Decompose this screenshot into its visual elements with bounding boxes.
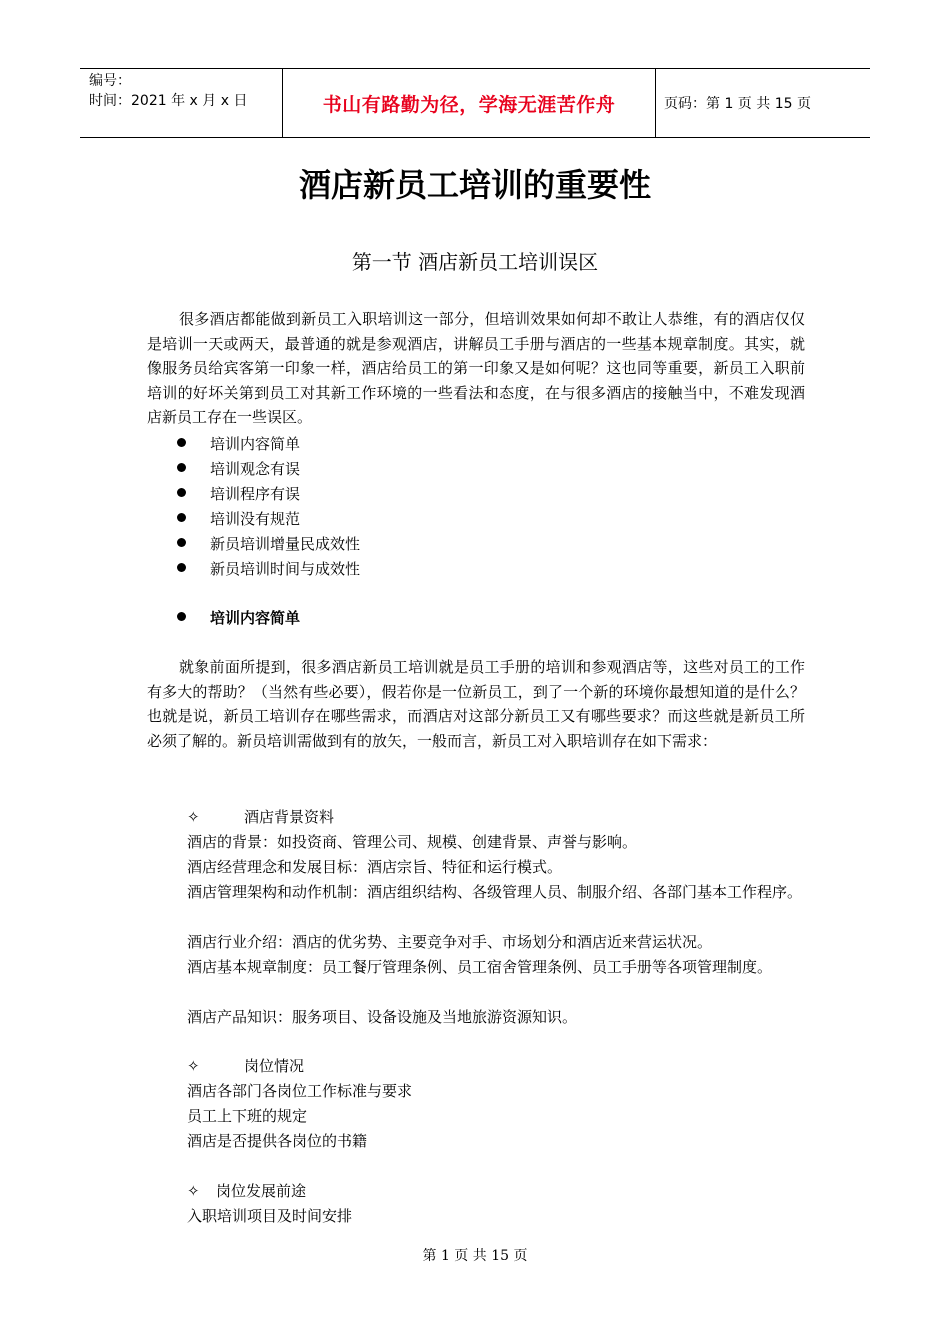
- diamond-icon: ✧: [187, 1057, 200, 1075]
- header-meta: [89, 71, 247, 111]
- group-heading-position: ✧ 岗位情况: [187, 1054, 304, 1078]
- bullet-icon: [177, 488, 186, 497]
- page-footer: 第 1 页 共 15 页: [422, 1248, 528, 1264]
- bullet-icon: [177, 538, 186, 547]
- list-item: 员工上下班的规定: [187, 1107, 308, 1125]
- bullet-icon: [177, 463, 186, 472]
- list-item: 培训内容简单: [177, 432, 360, 457]
- list-item: 酒店产品知识：服务项目、设备设施及当地旅游资源知识。: [187, 1008, 578, 1026]
- group-heading-background: ✧ 酒店背景资料: [187, 805, 334, 829]
- diamond-icon: ✧: [187, 1182, 200, 1200]
- document-title: 酒店新员工培训的重要性: [298, 166, 651, 204]
- list-item: 培训程序有误: [177, 482, 360, 507]
- bullet-icon: [177, 438, 186, 447]
- bullet-icon: [177, 563, 186, 572]
- time-label: 时间：2021 年 x 月 x 日: [89, 93, 248, 109]
- document-header: [80, 68, 870, 138]
- number-label: 编号：: [89, 73, 131, 89]
- header-page-info: 页码：第 1 页 共 15 页: [664, 96, 811, 112]
- bullet-icon: [177, 513, 186, 522]
- list-item: 酒店是否提供各岗位的书籍: [187, 1132, 368, 1150]
- list-item: 新员培训增量民成效性: [177, 532, 360, 557]
- list-item: 新员培训时间与成效性: [177, 557, 360, 582]
- list-item: 酒店经营理念和发展目标：酒店宗旨、特征和运行模式。: [187, 858, 563, 876]
- header-motto: 书山有路勤为径，学海无涯苦作舟: [282, 69, 656, 137]
- section-title: 第一节 酒店新员工培训误区: [351, 250, 599, 274]
- list-item: 酒店基本规章制度：员工餐厅管理条例、员工宿舍管理条例、员工手册等各项管理制度。: [187, 958, 773, 976]
- list-item: 酒店的背景：如投资商、管理公司、规模、创建背景、声誉与影响。: [187, 833, 638, 851]
- intro-paragraph: 很多酒店都能做到新员工入职培训这一部分，但培训效果如何却不敢让人恭维，有的酒店仅仅是培训一天或两天，最普通的就是参观酒店，讲解员工手册与酒店的一些基本规章制度。其实，就像服务员给宾客第一印象一样，酒店给员工的第一印象又是如何呢？这也同等重要，新员工入职前培训的好坏关第到员工对其新工作环境的一些看法和态度，在与很多酒店的接触当中，不难发现酒店新员工存在一些误区。: [147, 310, 805, 427]
- subheading: 培训内容简单: [177, 607, 300, 628]
- bullet-list: [177, 432, 360, 582]
- diamond-icon: ✧: [187, 808, 200, 826]
- bullet-icon: [177, 612, 186, 621]
- list-item: 培训观念有误: [177, 457, 360, 482]
- list-item: 酒店管理架构和动作机制：酒店组织结构、各级管理人员、制服介绍、各部门基本工作程序。: [187, 883, 803, 901]
- list-item: 酒店各部门各岗位工作标准与要求: [187, 1082, 413, 1100]
- paragraph-2: 就象前面所提到，很多酒店新员工培训就是员工手册的培训和参观酒店等，这些对员工的工作有多大的帮助？（当然有些必要），假若你是一位新员工，到了一个新的环境你最想知道的是什么？也就是说，新员工培训存在哪些需求，而酒店对这部分新员工又有哪些要求？而这些就是新员工所必须了解的。新员培训需做到有的放矢，一般而言，新员工对入职培训存在如下需求：: [147, 658, 805, 750]
- list-item: 入职培训项目及时间安排: [187, 1207, 353, 1225]
- list-item: 酒店行业介绍：酒店的优劣势、主要竞争对手、市场划分和酒店近来营运状况。: [187, 933, 713, 951]
- list-item: 培训没有规范: [177, 507, 360, 532]
- group-heading-career: ✧ 岗位发展前途: [187, 1179, 306, 1203]
